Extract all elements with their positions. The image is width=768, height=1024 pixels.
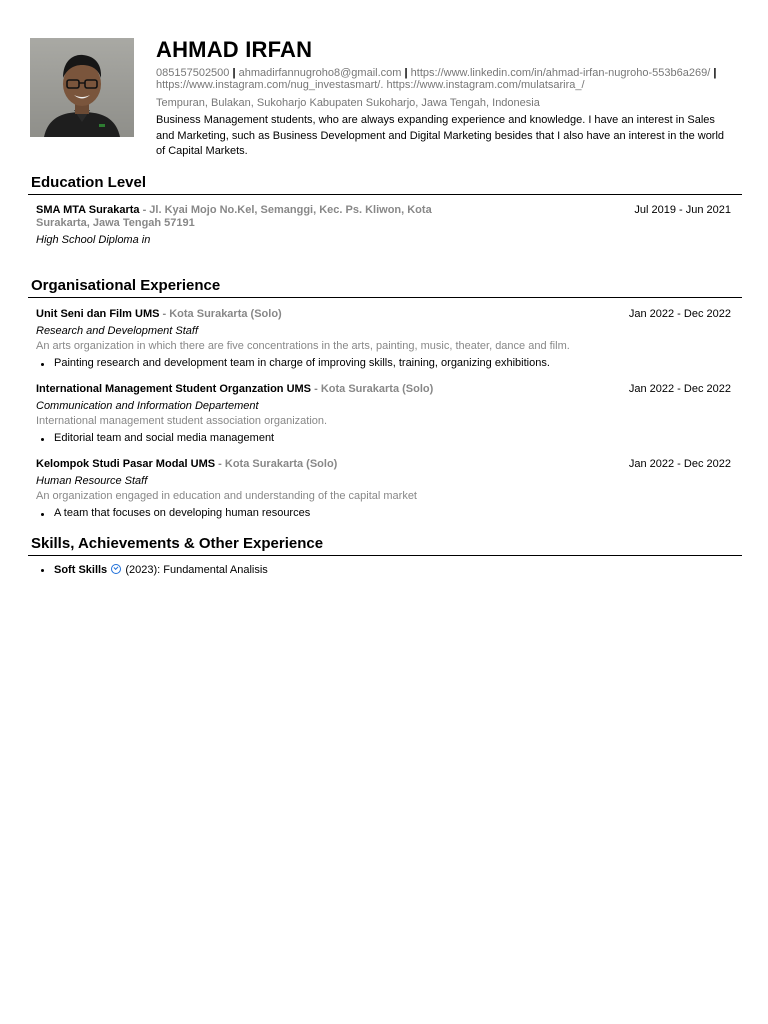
school-name: SMA MTA Surakarta — [36, 204, 140, 216]
instagram-link[interactable]: https://www.instagram.com/nug_investasmart/. — [156, 78, 384, 91]
section-divider — [28, 297, 742, 298]
organisation-bullet: Editorial team and social media management — [54, 432, 275, 444]
skill-year: (2023): — [125, 564, 161, 576]
organisation-role: Communication and Information Departement — [36, 400, 259, 412]
section-title-skills: Skills, Achievements & Other Experience — [31, 535, 324, 552]
organisation-bullet: Painting research and development team in charge of improving skills, training, organizing exhibitions. — [54, 357, 550, 369]
organisation-description: An organization engaged in education and understanding of the capital market — [36, 490, 417, 502]
organisation-name: International Management Student Organzation UMS — [36, 383, 312, 395]
organisation-location: - Kota Surakarta (Solo) — [314, 383, 434, 395]
organisation-name: Kelompok Studi Pasar Modal UMS — [36, 458, 216, 470]
organisation-location: - Kota Surakarta (Solo) — [218, 458, 338, 470]
candidate-name: AHMAD IRFAN — [156, 37, 313, 62]
education-entry-heading — [36, 204, 476, 229]
section-title-organisation: Organisational Experience — [31, 277, 221, 294]
section-divider — [28, 194, 742, 195]
address: Tempuran, Bulakan, Sukoharjo Kabupaten Sukoharjo, Jawa Tengah, Indonesia — [156, 97, 540, 109]
organisation-date: Jan 2022 - Dec 2022 — [628, 308, 731, 320]
organisation-date: Jan 2022 - Dec 2022 — [628, 458, 731, 470]
linkedin-link[interactable]: https://www.linkedin.com/in/ahmad-irfan-nugroho-553b6a269/ — [410, 67, 711, 79]
section-divider — [28, 555, 742, 556]
education-degree: High School Diploma in — [36, 234, 151, 246]
skill-item — [54, 563, 268, 576]
organisation-location: - Kota Surakarta (Solo) — [162, 308, 282, 320]
organisation-entry-heading — [36, 458, 337, 471]
organisation-role: Research and Development Staff — [36, 325, 199, 337]
section-title-education: Education Level — [31, 174, 147, 191]
separator: | — [232, 67, 236, 79]
organisation-bullet: A team that focuses on developing human resources — [54, 507, 311, 519]
instagram-link-2[interactable]: https://www.instagram.com/mulatsarira_/ — [386, 78, 585, 91]
email-link[interactable]: ahmadirfannugroho8@gmail.com — [238, 67, 402, 79]
organisation-description: An arts organization in which there are five concentrations in the arts, painting, music, theater, dance and film. — [36, 340, 570, 352]
school-location: - Jl. Kyai Mojo No.Kel, Semanggi, Kec. Ps. Kliwon, Kota Surakarta, Jawa Tengah 57191 — [36, 204, 432, 229]
skill-label: Soft Skills — [54, 564, 108, 576]
profile-summary: Business Management students, who are always expanding experience and knowledge. I have an interest in Sales and Marketing, such as Business Development and Digital Marketing besides that I also have an interest in the world of Capital Markets. — [156, 114, 725, 157]
education-date: Jul 2019 - Jun 2021 — [634, 204, 731, 216]
organisation-entry-heading — [36, 308, 282, 321]
organisation-name: Unit Seni dan Film UMS — [36, 308, 160, 320]
organisation-date: Jan 2022 - Dec 2022 — [628, 383, 731, 395]
phone-number[interactable]: 085157502500 — [156, 67, 230, 79]
skill-detail: Fundamental Analisis — [163, 564, 268, 576]
separator: | — [713, 67, 717, 79]
organisation-role: Human Resource Staff — [36, 475, 148, 487]
profile-photo — [30, 38, 134, 137]
separator: | — [404, 67, 408, 79]
verified-check-icon — [111, 564, 121, 574]
contact-info — [156, 68, 736, 91]
organisation-entry-heading — [36, 383, 433, 396]
organisation-description: International management student association organization. — [36, 415, 328, 427]
